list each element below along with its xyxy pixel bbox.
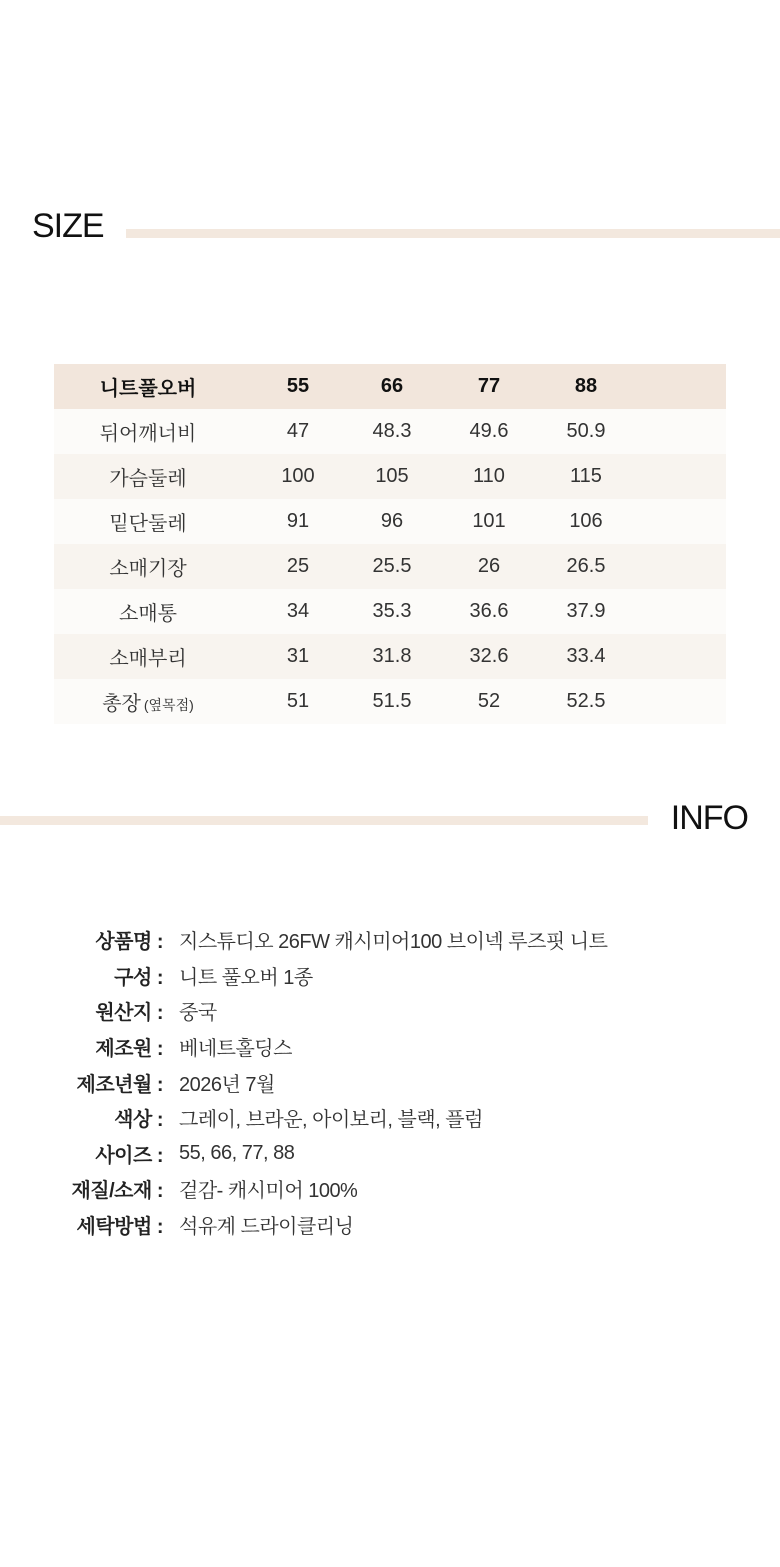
size-value-cell: 52.5 [566, 690, 606, 712]
size-value-cell: 37.9 [566, 600, 606, 622]
size-table-spacer [624, 679, 726, 724]
size-divider [126, 229, 780, 238]
size-value-cell: 26.5 [566, 555, 606, 577]
size-measure-name: 가슴둘레 [109, 468, 187, 490]
size-measure-name: 소매기장 [109, 558, 187, 580]
size-value-cell: 115 [570, 465, 602, 487]
size-value-cell: 34 [286, 600, 310, 622]
size-measure-label [54, 409, 242, 454]
size-measure-label [54, 499, 242, 544]
info-label: 상품명 : [95, 931, 163, 954]
size-value-cell: 51.5 [372, 690, 412, 712]
size-table-spacer [624, 454, 726, 499]
size-value-cell: 32.6 [469, 645, 509, 667]
info-row [0, 1100, 780, 1136]
size-measure-name: 뒤어깨너비 [99, 423, 197, 445]
size-table-header-cell: 66 [380, 375, 404, 397]
info-label: 재질/소재 : [71, 1180, 163, 1203]
size-value-cell: 51 [286, 690, 310, 712]
size-table-header-cell: 니트풀오버 [99, 378, 197, 400]
size-table-spacer [624, 634, 726, 679]
size-value-cell: 49.6 [469, 420, 509, 442]
size-value-cell: 31 [286, 645, 310, 667]
size-section-title: SIZE [32, 207, 104, 245]
info-row [0, 922, 780, 958]
size-value-cell: 26 [477, 555, 501, 577]
size-table [54, 364, 726, 724]
size-value-cell: 48.3 [372, 420, 412, 442]
size-value-cell: 33.4 [566, 645, 606, 667]
size-table-row [54, 634, 726, 679]
info-label: 세탁방법 : [76, 1216, 163, 1239]
info-value: 석유계 드라이클리닝 [179, 1216, 354, 1239]
info-row [0, 1029, 780, 1065]
size-table-spacer [624, 499, 726, 544]
size-value-cell: 96 [380, 510, 404, 532]
info-label: 구성 : [114, 966, 163, 989]
size-table-row [54, 454, 726, 499]
size-table-row [54, 679, 726, 724]
size-measure-label [54, 544, 242, 589]
size-value-cell: 101 [472, 510, 506, 532]
info-row [0, 958, 780, 994]
size-table-header-cell: 77 [477, 375, 501, 397]
info-row [0, 993, 780, 1029]
size-table-header-spacer [624, 364, 726, 409]
info-label: 색상 : [114, 1109, 163, 1132]
info-label: 사이즈 : [95, 1144, 163, 1167]
info-value: 니트 풀오버 1종 [179, 966, 313, 989]
product-info-list [0, 922, 780, 1242]
info-label: 제조원 : [95, 1038, 163, 1061]
info-row [0, 1136, 780, 1172]
size-measure-name: 총장 [102, 693, 141, 715]
size-table-row [54, 409, 726, 454]
size-table-row [54, 589, 726, 634]
info-value: 2026년 7월 [179, 1073, 275, 1096]
size-value-cell: 47 [286, 420, 310, 442]
size-table-header-cell: 55 [286, 375, 310, 397]
info-label: 원산지 : [95, 1002, 163, 1025]
size-value-cell: 52 [477, 690, 501, 712]
size-measure-name: 소매통 [119, 603, 177, 625]
size-value-cell: 35.3 [372, 600, 412, 622]
size-measure-label [54, 634, 242, 679]
size-measure-label [54, 454, 242, 499]
size-measure-note: (옆목점) [143, 697, 194, 713]
size-value-cell: 105 [375, 465, 409, 487]
size-value-cell: 106 [569, 510, 603, 532]
info-value: 그레이, 브라운, 아이보리, 블랙, 플럼 [179, 1109, 483, 1132]
info-divider [0, 816, 648, 825]
size-value-cell: 25 [286, 555, 310, 577]
info-row [0, 1207, 780, 1243]
size-measure-label [54, 679, 242, 724]
size-value-cell: 36.6 [469, 600, 509, 622]
size-table-spacer [624, 544, 726, 589]
size-value-cell: 100 [281, 465, 315, 487]
info-row [0, 1171, 780, 1207]
size-measure-name: 소매부리 [109, 648, 187, 670]
info-value: 베네트홀딩스 [179, 1038, 292, 1061]
size-measure-name: 밑단둘레 [109, 513, 187, 535]
info-row [0, 1064, 780, 1100]
info-value: 중국 [179, 1002, 217, 1025]
size-table-header-row [54, 364, 726, 409]
size-measure-label [54, 589, 242, 634]
size-value-cell: 91 [286, 510, 310, 532]
info-section-title: INFO [670, 799, 748, 837]
size-table-row [54, 544, 726, 589]
info-value: 겉감- 캐시미어 100% [179, 1180, 358, 1203]
size-table-spacer [624, 409, 726, 454]
size-value-cell: 31.8 [372, 645, 412, 667]
size-table-header-cell: 88 [574, 375, 598, 397]
info-value: 55, 66, 77, 88 [179, 1141, 295, 1164]
size-table-row [54, 499, 726, 544]
size-value-cell: 110 [473, 465, 505, 487]
size-value-cell: 25.5 [372, 555, 412, 577]
size-value-cell: 50.9 [566, 420, 606, 442]
info-value: 지스튜디오 26FW 캐시미어100 브이넥 루즈핏 니트 [179, 931, 608, 954]
info-label: 제조년월 : [76, 1073, 163, 1096]
size-table-spacer [624, 589, 726, 634]
